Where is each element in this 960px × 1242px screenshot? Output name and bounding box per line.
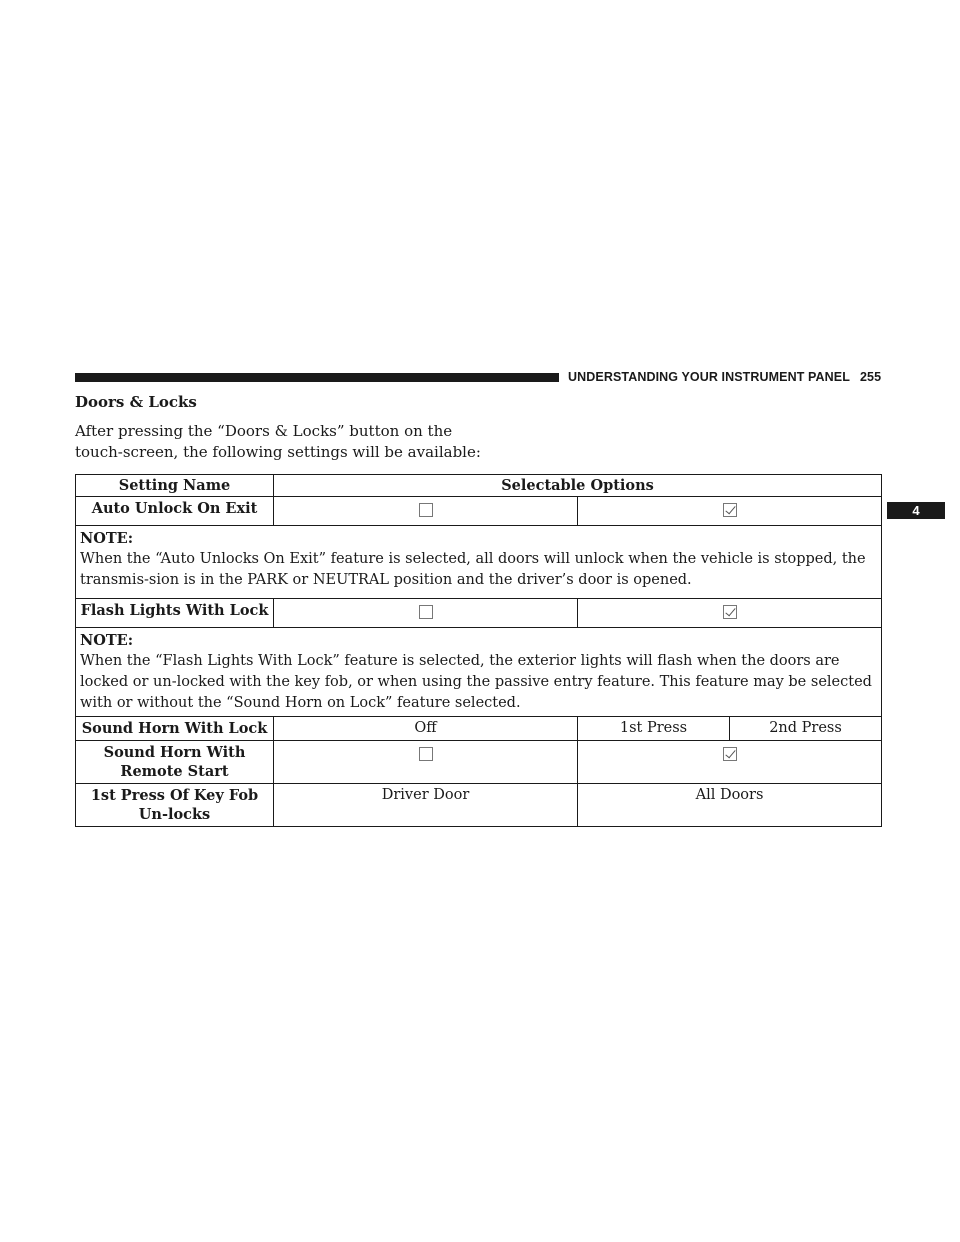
header-rule	[75, 373, 559, 382]
settings-table	[75, 474, 882, 827]
note-label: NOTE:	[80, 632, 134, 649]
checkbox-unchecked-icon[interactable]	[419, 503, 433, 517]
checkbox-checked-icon[interactable]	[723, 747, 737, 761]
checkbox-unchecked-icon[interactable]	[419, 605, 433, 619]
section-heading: Doors & Locks	[75, 393, 197, 411]
setting-name: Auto Unlock On Exit	[76, 497, 274, 526]
checkbox-checked-icon[interactable]	[723, 605, 737, 619]
option-off[interactable]: Off	[274, 717, 578, 741]
table-header-row	[76, 475, 882, 497]
col-header-setting-name: Setting Name	[76, 475, 274, 497]
table-row	[76, 784, 882, 827]
note-cell	[76, 628, 882, 717]
option-cell	[274, 599, 578, 628]
setting-name: 1st Press Of Key Fob Un-locks	[76, 784, 274, 827]
table-row	[76, 717, 882, 741]
option-cell	[578, 497, 882, 526]
option-cell	[274, 741, 578, 784]
note-text: When the “Flash Lights With Lock” feature is selected, the exterior lights will flash when the doors are locked or un-locked with the key fob, or when using the passive entry feature. This feature may be selected with or without the “Sound Horn on Lock” feature selected.	[80, 653, 872, 711]
header-title: UNDERSTANDING YOUR INSTRUMENT PANEL	[568, 370, 850, 384]
table-row	[76, 741, 882, 784]
setting-name: Flash Lights With Lock	[76, 599, 274, 628]
note-label: NOTE:	[80, 530, 134, 547]
table-note-row	[76, 628, 882, 717]
setting-name: Sound Horn With Remote Start	[76, 741, 274, 784]
option-cell	[578, 599, 882, 628]
intro-paragraph: After pressing the “Doors & Locks” button on the touch-screen, the following settings will be available:	[75, 422, 481, 461]
page-number: 255	[859, 370, 882, 384]
table-row	[76, 599, 882, 628]
option-1st-press[interactable]: 1st Press	[578, 717, 730, 741]
option-all-doors[interactable]: All Doors	[578, 784, 882, 827]
checkbox-checked-icon[interactable]	[723, 503, 737, 517]
col-header-selectable-options: Selectable Options	[274, 475, 882, 497]
note-text: When the “Auto Unlocks On Exit” feature is selected, all doors will unlock when the vehicle is stopped, the transmis-sion is in the PARK or NEUTRAL position and the driver’s door is opened.	[80, 551, 866, 588]
running-header	[568, 370, 881, 384]
checkbox-unchecked-icon[interactable]	[419, 747, 433, 761]
note-cell	[76, 526, 882, 599]
setting-name: Sound Horn With Lock	[76, 717, 274, 741]
option-cell	[274, 497, 578, 526]
option-cell	[578, 741, 882, 784]
table-row	[76, 497, 882, 526]
table-note-row	[76, 526, 882, 599]
chapter-tab: 4	[887, 502, 945, 519]
option-driver-door[interactable]: Driver Door	[274, 784, 578, 827]
option-2nd-press[interactable]: 2nd Press	[730, 717, 882, 741]
